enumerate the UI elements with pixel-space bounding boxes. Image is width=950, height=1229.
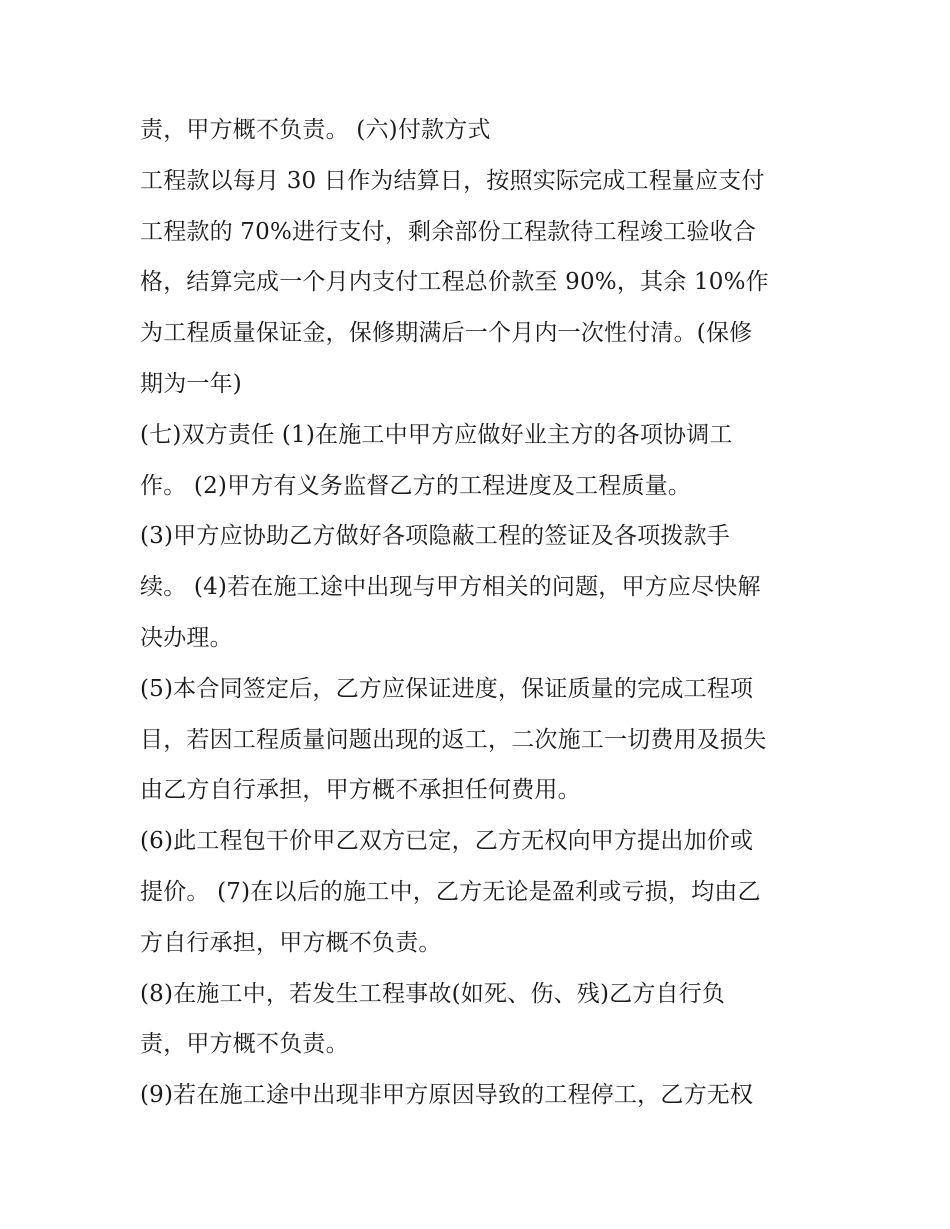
text-line: 为工程质量保证金，保修期满后一个月内一次性付清。(保修 xyxy=(140,320,753,347)
text-line: 由乙方自行承担，甲方概不承担任何费用。 xyxy=(140,777,581,804)
text-line: 责，甲方概不负责。 (六)付款方式 xyxy=(140,117,491,143)
text-line: 方自行承担，甲方概不负责。 xyxy=(140,929,442,956)
text-line: 续。 (4)若在施工途中出现与甲方相关的问题，甲方应尽快解 xyxy=(140,574,761,601)
text-line: 工程款的 70%进行支付，剩余部份工程款待工程竣工验收合 xyxy=(140,218,757,245)
text-line: 工程款以每月 30 日作为结算日，按照实际完成工程量应支付 xyxy=(140,167,765,194)
body-text xyxy=(140,105,830,1121)
text-line: 责，甲方概不负责。 xyxy=(140,1031,349,1058)
text-line: (5)本合同签定后，乙方应保证进度，保证质量的完成工程项 xyxy=(140,675,754,702)
text-line: 作。 (2)甲方有义务监督乙方的工程进度及工程质量。 xyxy=(140,472,692,499)
text-line: 提价。 (7)在以后的施工中，乙方无论是盈利或亏损，均由乙 xyxy=(140,878,761,905)
text-line: (8)在施工中，若发生工程事故(如死、伤、残)乙方自行负 xyxy=(140,980,726,1007)
text-line: 决办理。 xyxy=(140,624,233,651)
text-line: (七)双方责任 (1)在施工中甲方应做好业主方的各项协调工 xyxy=(140,421,733,448)
text-line: (6)此工程包干价甲乙双方已定，乙方无权向甲方提出加价或 xyxy=(140,828,754,855)
text-line: (9)若在施工途中出现非甲方原因导致的工程停工，乙方无权 xyxy=(140,1082,754,1109)
text-line: 格，结算完成一个月内支付工程总价款至 90%，其余 10%作 xyxy=(140,269,769,296)
text-line: 目，若因工程质量问题出现的返工，二次施工一切费用及损失 xyxy=(140,726,767,753)
text-line: (3)甲方应协助乙方做好各项隐蔽工程的签证及各项拨款手 xyxy=(140,523,730,550)
text-line: 期为一年) xyxy=(140,370,242,397)
